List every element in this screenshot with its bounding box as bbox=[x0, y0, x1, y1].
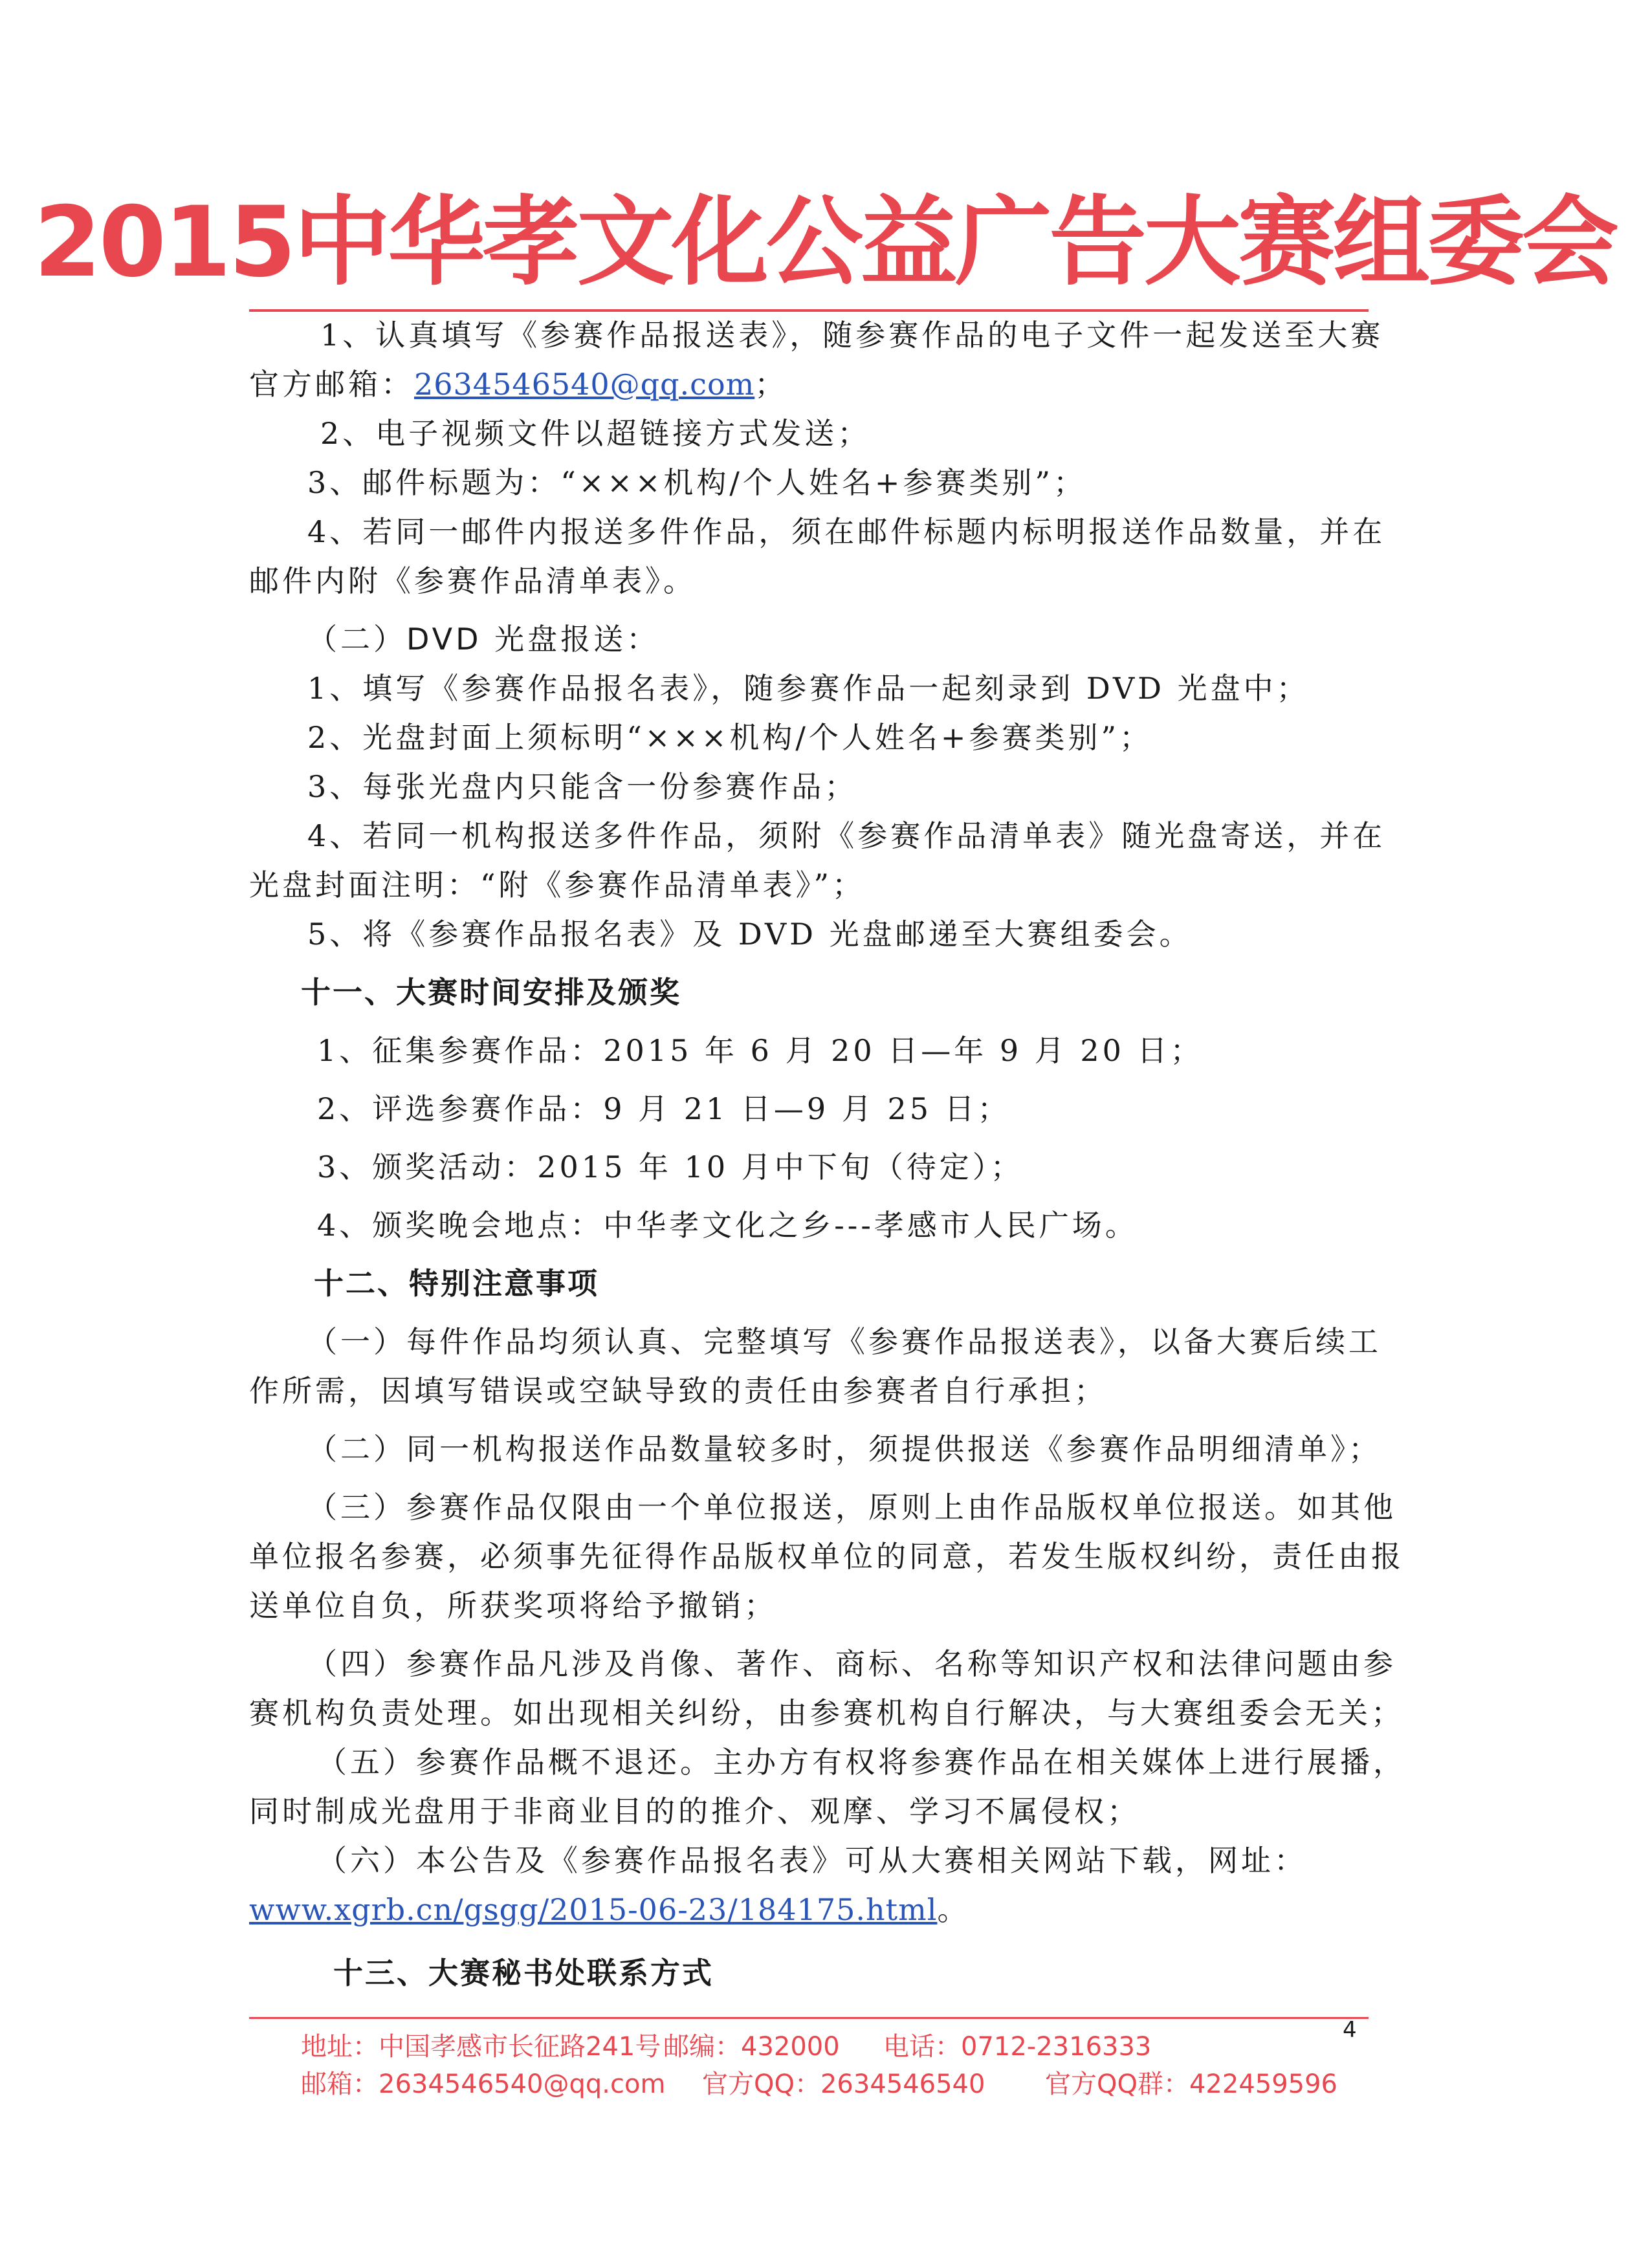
text-fragment: 官方邮箱： bbox=[249, 367, 414, 402]
paragraph-line: （六）本公告及《参赛作品报名表》可从大赛相关网站下载，网址： bbox=[317, 1843, 1307, 1878]
paragraph-line: 4、若同一机构报送多件作品，须附《参赛作品清单表》随光盘寄送，并在 bbox=[307, 818, 1386, 853]
paragraph-line bbox=[249, 1885, 1369, 1934]
footer-qq: 官方QQ：2634546540 bbox=[702, 2069, 985, 2099]
footer-divider bbox=[249, 2017, 1369, 2019]
paragraph-line: 2、评选参赛作品：9 月 21 日—9 月 25 日； bbox=[317, 1091, 1011, 1126]
paragraph-line: （三）参赛作品仅限由一个单位报送，原则上由作品版权单位报送。如其他 bbox=[307, 1490, 1396, 1525]
footer-address: 地址：中国孝感市长征路241号 bbox=[301, 2032, 661, 2062]
paragraph-line: 1、认真填写《参赛作品报送表》，随参赛作品的电子文件一起发送至大赛 bbox=[320, 318, 1384, 353]
paragraph-line: （二）同一机构报送作品数量较多时，须提供报送《参赛作品明细清单》； bbox=[307, 1432, 1381, 1467]
paragraph-line: 4、颁奖晚会地点：中华孝文化之乡---孝感市人民广场。 bbox=[317, 1208, 1138, 1243]
paragraph-line: 2、光盘封面上须标明“×××机构/个人姓名+参赛类别”； bbox=[307, 720, 1152, 755]
footer-row bbox=[301, 2066, 1401, 2103]
paragraph-line: （四）参赛作品凡涉及肖像、著作、商标、名称等知识产权和法律问题由参 bbox=[307, 1646, 1396, 1681]
text-fragment: ； bbox=[754, 367, 788, 402]
text-fragment: 。 bbox=[937, 1892, 971, 1927]
email-link[interactable]: 2634546540@qq.com bbox=[414, 367, 755, 402]
paragraph-line bbox=[249, 360, 1369, 409]
paragraph-line: 送单位自负，所获奖项将给予撤销； bbox=[249, 1588, 777, 1623]
section-heading: 十二、特别注意事项 bbox=[314, 1266, 599, 1301]
footer-row bbox=[301, 2028, 1401, 2066]
paragraph-line: 5、将《参赛作品报名表》及 DVD 光盘邮递至大赛组委会。 bbox=[307, 917, 1193, 952]
paragraph-line: 邮件内附《参赛作品清单表》。 bbox=[249, 563, 696, 598]
paragraph-line: 1、填写《参赛作品报名表》，随参赛作品一起刻录到 DVD 光盘中； bbox=[307, 671, 1310, 706]
paragraph-line: 3、每张光盘内只能含一份参赛作品； bbox=[307, 769, 858, 804]
footer-qq-group: 官方QQ群：422459596 bbox=[1045, 2069, 1338, 2099]
document-body bbox=[249, 311, 1406, 1998]
footer-email: 邮箱：2634546540@qq.com bbox=[301, 2069, 666, 2099]
paragraph-line: 3、邮件标题为：“×××机构/个人姓名+参赛类别”； bbox=[307, 465, 1086, 500]
website-link[interactable]: www.xgrb.cn/gsgg/2015-06-23/184175.html bbox=[249, 1892, 938, 1927]
paragraph-line: （五）参赛作品概不退还。主办方有权将参赛作品在相关媒体上进行展播， bbox=[317, 1745, 1406, 1780]
paragraph-line: 同时制成光盘用于非商业目的的推介、观摩、学习不属侵权； bbox=[249, 1794, 1140, 1829]
letterhead-footer bbox=[301, 2028, 1401, 2103]
paragraph-line: 2、电子视频文件以超链接方式发送； bbox=[320, 416, 871, 451]
footer-postcode: 邮编：432000 bbox=[663, 2032, 840, 2062]
paragraph-line: 赛机构负责处理。如出现相关纠纷，由参赛机构自行解决，与大赛组委会无关； bbox=[249, 1696, 1404, 1730]
footer-phone: 电话：0712-2316333 bbox=[883, 2032, 1152, 2062]
section-heading: 十一、大赛时间安排及颁奖 bbox=[301, 975, 681, 1010]
paragraph-line: 4、若同一邮件内报送多件作品，须在邮件标题内标明报送作品数量，并在 bbox=[307, 514, 1386, 549]
section-heading: 十三、大赛秘书处联系方式 bbox=[333, 1956, 714, 1990]
paragraph-line: （一）每件作品均须认真、完整填写《参赛作品报送表》，以备大赛后续工 bbox=[307, 1324, 1381, 1359]
paragraph-line: 1、征集参赛作品：2015 年 6 月 20 日—年 9 月 20 日； bbox=[317, 1033, 1204, 1068]
paragraph-line: 光盘封面注明：“附《参赛作品清单表》”； bbox=[249, 867, 866, 902]
page-number: 4 bbox=[1343, 2017, 1357, 2043]
paragraph-line: 单位报名参赛，必须事先征得作品版权单位的同意，若发生版权纠纷，责任由报 bbox=[249, 1539, 1404, 1574]
letterhead-title: 2015中华孝文化公益广告大赛组委会 bbox=[34, 186, 1616, 299]
paragraph-line: 3、颁奖活动：2015 年 10 月中下旬（待定）； bbox=[317, 1150, 1024, 1184]
section-subheading: （二）DVD 光盘报送： bbox=[307, 622, 660, 657]
paragraph-line: 作所需，因填写错误或空缺导致的责任由参赛者自行承担； bbox=[249, 1373, 1107, 1408]
